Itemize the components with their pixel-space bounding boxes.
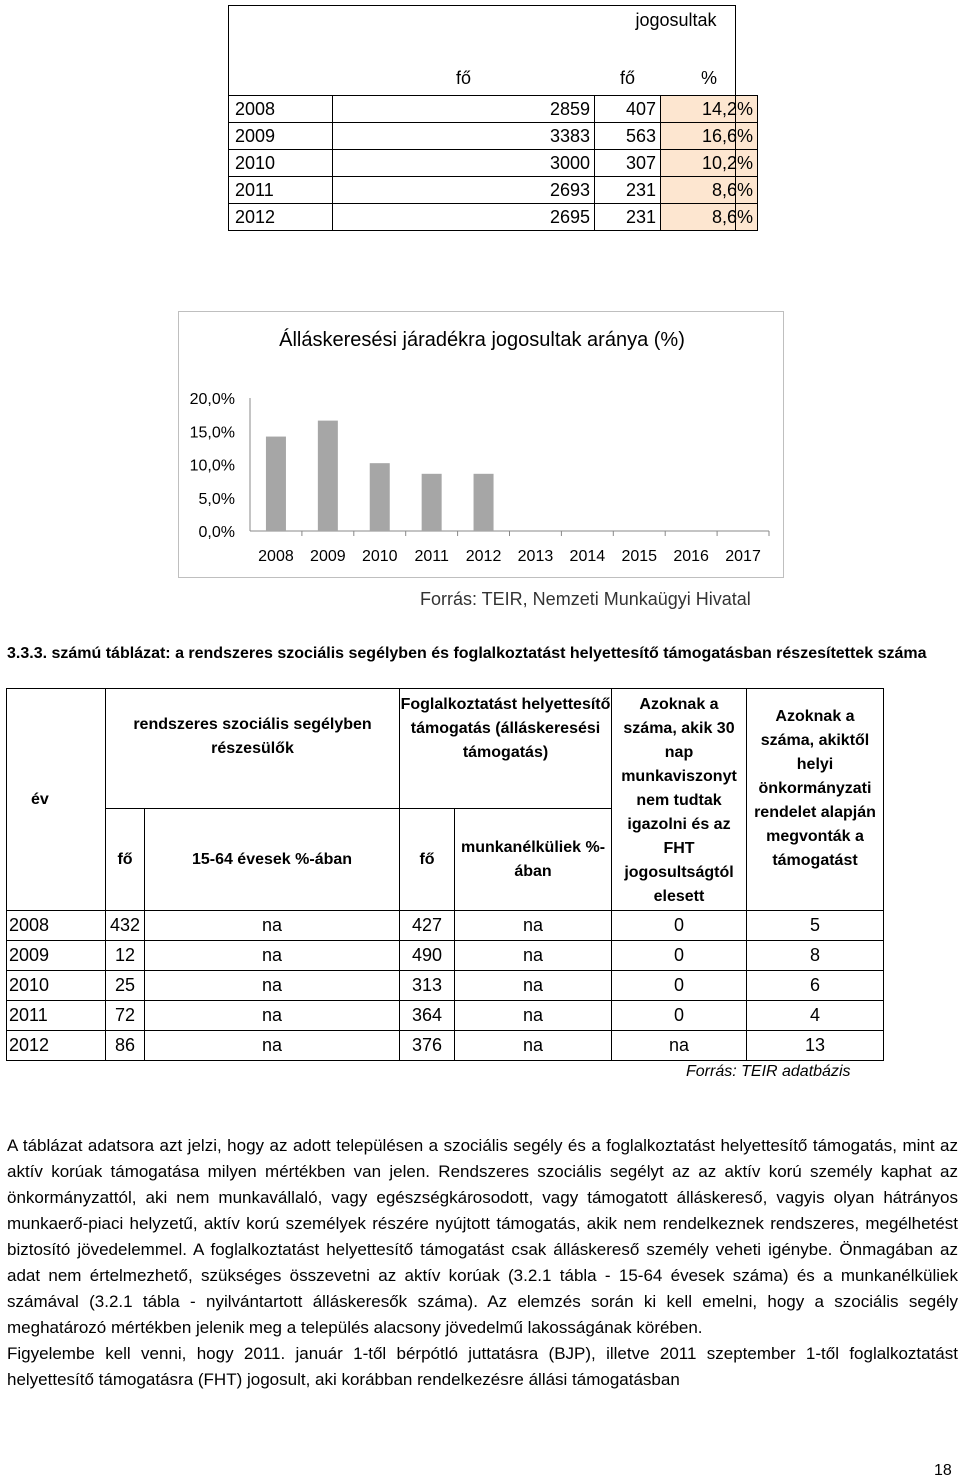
page-number: 18 [934,1462,952,1479]
header-fo-1: fő [455,67,471,88]
row-pct2: na [455,971,612,1001]
row-megvont: 6 [747,971,884,1001]
header-fo-fht: fő [400,809,455,911]
row-pct: 10,2% [661,150,758,177]
row-fo1: 86 [106,1031,145,1061]
table-row [7,911,884,941]
row-value-a: 2693 [333,177,595,204]
row-value-b: 231 [595,177,661,204]
row-fo2: 313 [400,971,455,1001]
jogosultak-title: jogosultak [635,9,717,30]
row-pct: 14,2% [661,96,758,123]
row-ev: 2008 [7,911,106,941]
x-tick-label: 2016 [673,548,709,565]
x-tick-label: 2012 [465,548,502,565]
row-value-b: 307 [595,150,661,177]
y-tick-label: 20,0% [189,391,235,408]
row-n30: 0 [612,1001,747,1031]
social-aid-table [6,688,884,1061]
table-source: Forrás: TEIR adatbázis [686,1063,851,1080]
table-row [229,204,758,231]
header-pct: % [700,67,717,88]
bar-2011 [422,474,442,531]
x-tick-label: 2017 [725,548,761,565]
row-ev: 2012 [7,1031,106,1061]
row-ev: 2010 [7,971,106,1001]
row-n30: na [612,1031,747,1061]
row-fo2: 427 [400,911,455,941]
row-value-b: 563 [595,123,661,150]
row-pct: 8,6% [661,177,758,204]
row-fo1: 25 [106,971,145,1001]
header-ev: év [7,689,106,911]
table-row [229,123,758,150]
row-ev: 2011 [7,1001,106,1031]
header-rszs: rendszeres szociális segélyben részesülők [106,689,400,809]
x-tick-label: 2011 [414,548,449,565]
table-row [229,150,758,177]
header-fht: Foglalkoztatást helyettesítő támogatás (álláskeresési támogatás) [400,689,612,809]
row-fo1: 432 [106,911,145,941]
row-pct2: na [455,1001,612,1031]
row-pct: 8,6% [661,204,758,231]
row-value-b: 231 [595,204,661,231]
row-year: 2010 [229,150,333,177]
jogosultak-table [228,5,758,231]
bar-2010 [370,463,390,531]
bar-2012 [474,474,494,531]
table-row [7,1031,884,1061]
header-megvont: Azoknak a száma, akiktől helyi önkormányzati rendelet alapján megvonták a támogatást [747,689,884,911]
row-megvont: 4 [747,1001,884,1031]
row-value-a: 2859 [333,96,595,123]
row-n30: 0 [612,911,747,941]
bar-chart [178,311,784,578]
y-tick-label: 5,0% [198,490,235,508]
y-tick-label: 0,0% [198,524,235,541]
row-ev: 2009 [7,941,106,971]
y-tick-label: 10,0% [189,457,235,475]
bar-2008 [266,437,286,531]
row-pct: 16,6% [661,123,758,150]
chart-title: Álláskeresési járadékra jogosultak aránya (%) [279,329,685,351]
row-year: 2012 [229,204,333,231]
row-fo2: 376 [400,1031,455,1061]
row-pct2: na [455,911,612,941]
row-fo1: 12 [106,941,145,971]
row-year: 2008 [229,96,333,123]
row-pct2: na [455,941,612,971]
row-megvont: 13 [747,1031,884,1061]
row-value-b: 407 [595,96,661,123]
x-tick-label: 2009 [310,548,346,565]
row-year: 2011 [229,177,333,204]
row-pct1: na [145,911,400,941]
row-pct2: na [455,1031,612,1061]
paragraph-2: Figyelembe kell venni, hogy 2011. január 1-től bérpótló juttatásra (BJP), illetve 2011 szeptember 1-től foglalkoztatást helyettesítő támogatásra (FHT) jogosult, aki korábban rendelkezésre állási támogatásban [7,1344,958,1389]
chart-source: Forrás: TEIR, Nemzeti Munkaügyi Hivatal [420,589,751,609]
row-pct1: na [145,1031,400,1061]
x-tick-label: 2013 [517,548,554,565]
row-fo2: 364 [400,1001,455,1031]
table-row [7,941,884,971]
header-fo-rszs: fő [106,809,145,911]
x-tick-label: 2010 [361,548,398,565]
row-year: 2009 [229,123,333,150]
table-row [229,177,758,204]
row-megvont: 5 [747,911,884,941]
row-pct1: na [145,941,400,971]
row-fo2: 490 [400,941,455,971]
row-pct1: na [145,1001,400,1031]
header-1564: 15-64 évesek %-ában [145,809,400,911]
table-row [229,96,758,123]
table-row [7,1001,884,1031]
x-tick-label: 2008 [258,548,294,565]
row-pct1: na [145,971,400,1001]
row-fo1: 72 [106,1001,145,1031]
row-n30: 0 [612,941,747,971]
body-text [7,1133,958,1393]
chart-svg [179,312,785,579]
row-value-a: 3000 [333,150,595,177]
x-tick-label: 2015 [621,548,658,565]
row-megvont: 8 [747,941,884,971]
row-n30: 0 [612,971,747,1001]
paragraph-1: A táblázat adatsora azt jelzi, hogy az adott településen a szociális segély és a foglalkoztatást helyettesítő támogatás, mint az aktív korúak támogatása milyen mértékben van jelen. Rendszeres szociális segélyt az az aktív korú személy kaphat az önkormányzattól, aki nem munkavállaló, vagy egészségkárosodott, vagy támogatott álláskereső, vagyis olyan hátrányos munkaerő-piaci helyzetű, aktív korú személyek részére nyújtott támogatás, akik nem rendelkeznek rendszeres, megélhetést biztosító jövedelemmel. A foglalkoztatást helyettesítő támogatást csak álláskereső személy veheti igénybe. Önmagában az adat nem értelmezhető, szükséges összevetni az aktív korúak (3.2.1 tábla - 15-64 évesek száma) és a munkanélküliek számával (3.2.1 tábla - nyilvántartott álláskeresők száma). Az elemzés során ki kell emelni, hogy a szociális segély meghatározó mértékben jelenik meg a település alacsony jövedelmű lakosságának körében. [7,1136,958,1337]
x-tick-label: 2014 [569,548,606,565]
row-value-a: 3383 [333,123,595,150]
header-30nap: Azoknak a száma, akik 30 nap munkaviszonyt nem tudtak igazolni és az FHT jogosultságtól elesett [612,689,747,911]
table-caption: 3.3.3. számú táblázat: a rendszeres szociális segélyben és foglalkoztatást helyettesítő támogatásban részesítettek száma [7,645,927,662]
row-value-a: 2695 [333,204,595,231]
bar-2009 [318,421,338,531]
table-row [7,971,884,1001]
header-munk: munkanélküliek %-ában [455,809,612,911]
header-fo-2: fő [619,67,635,88]
y-tick-label: 15,0% [189,424,235,442]
